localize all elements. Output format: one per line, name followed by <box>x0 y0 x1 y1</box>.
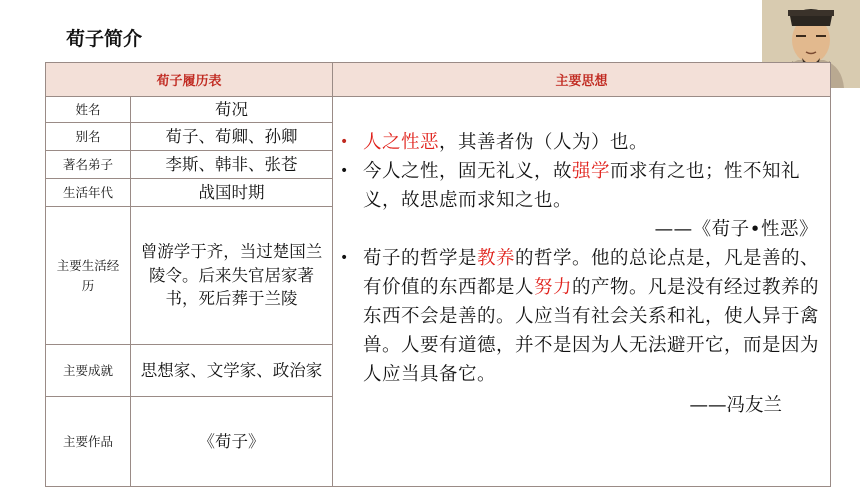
bullet-dot: • <box>340 250 349 266</box>
row-label-works: 主要作品 <box>46 397 131 487</box>
emphasis-text: 教养 <box>477 248 516 269</box>
thought-text: 今人之性，固无礼义，故 <box>363 161 573 182</box>
row-label-alias: 别名 <box>46 123 131 151</box>
row-label-experience: 主要生活经历 <box>46 207 131 345</box>
row-value-works: 《荀子》 <box>131 397 333 487</box>
resume-header: 荀子履历表 <box>46 63 333 97</box>
bullet-dot: • <box>340 163 349 179</box>
bullet-dot: • <box>340 134 349 150</box>
emphasis-text: 人之性恶 <box>363 132 440 153</box>
thought-text: 的产物。凡是没有经过教养的东西不会是善的。人应当有社会关系和礼，使人异于禽兽。人要有道德，并不是因为人无法避开它，而是因为人应当具备它。 <box>363 277 820 385</box>
thought-bullet-3 <box>340 244 822 389</box>
thought-bullet-1 <box>340 128 822 157</box>
row-value-alias: 荀子、荀卿、孙卿 <box>131 123 333 151</box>
emphasis-text: 努力 <box>534 277 573 298</box>
thought-bullet-2 <box>340 157 822 244</box>
row-value-achievement: 思想家、文学家、政治家 <box>131 345 333 397</box>
row-label-name: 姓名 <box>46 97 131 123</box>
row-value-disciples: 李斯、韩非、张苍 <box>131 151 333 179</box>
thought-text: 的哲学。他的总论点是，凡是善的、有价值的东西都是人 <box>363 248 820 298</box>
thought-text: 而求有之也；性不知礼义，故思虑而求知之也。 <box>363 161 801 211</box>
thought-header: 主要思想 <box>333 63 831 97</box>
emphasis-text: 强学 <box>572 161 611 182</box>
thought-source: ——冯友兰 <box>689 395 783 416</box>
row-value-experience: 曾游学于齐，当过楚国兰陵令。后来失官居家著书，死后葬于兰陵 <box>131 207 333 345</box>
main-thought-cell <box>333 97 831 487</box>
row-value-name: 荀况 <box>131 97 333 123</box>
thought-source: ——《荀子•性恶》 <box>654 219 819 240</box>
thought-text: ，其善者伪（人为）也。 <box>439 132 649 153</box>
slide-title: 荀子简介 <box>66 28 143 50</box>
row-label-disciples: 著名弟子 <box>46 151 131 179</box>
row-value-era: 战国时期 <box>131 179 333 207</box>
row-label-era: 生活年代 <box>46 179 131 207</box>
thought-text: 荀子的哲学是 <box>363 248 478 269</box>
xunzi-table <box>45 62 831 487</box>
row-label-achievement: 主要成就 <box>46 345 131 397</box>
